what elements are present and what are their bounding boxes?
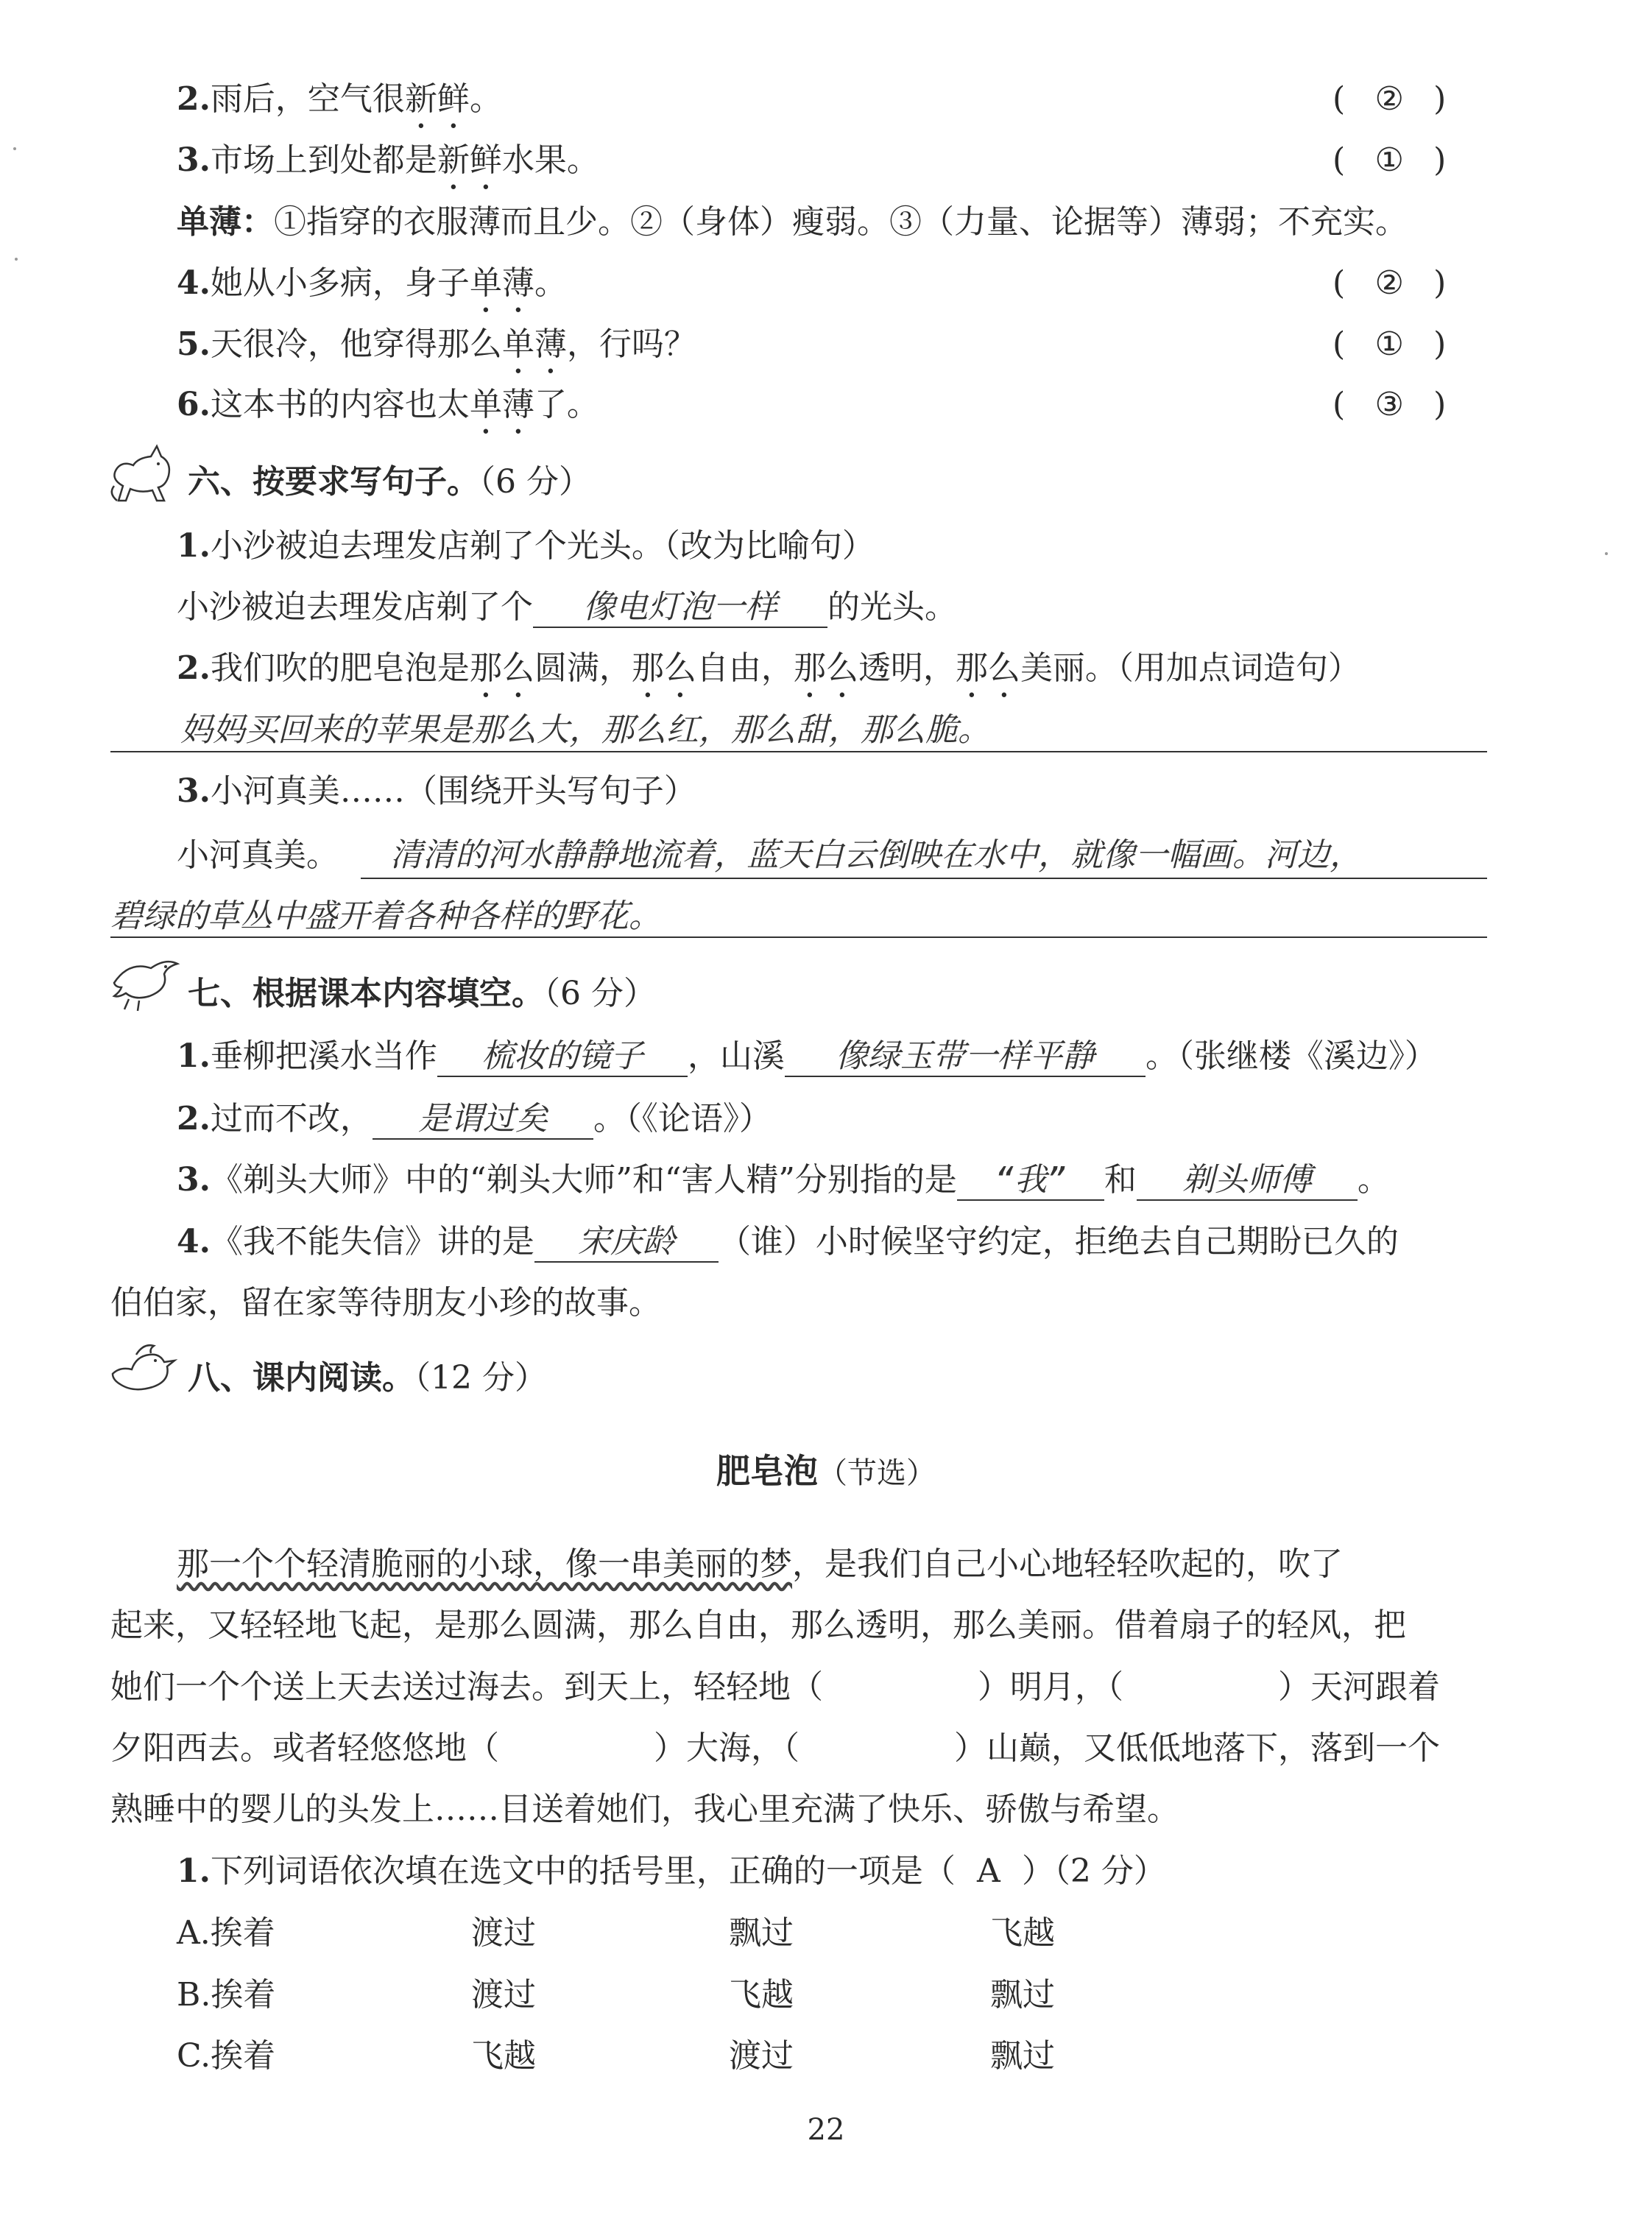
option-cell: 渡过 (471, 1976, 536, 2014)
scan-speck (1605, 552, 1608, 555)
scan-speck (15, 258, 18, 261)
question-text: 。 (469, 80, 502, 118)
passage-text: ）天河跟着 (1278, 1668, 1440, 1706)
option-cell: 飘过 (990, 2037, 1055, 2075)
answer-mark: ① (1374, 141, 1404, 179)
answer-rule (110, 751, 1487, 752)
s6-answer-1 (177, 585, 957, 629)
question-line-4 (177, 261, 567, 320)
passage-line-3 (110, 1665, 1440, 1710)
section-score: （6 分） (544, 975, 656, 1012)
wavy-underlined-text: 那一个个轻清脆丽的小球，像一串美丽的梦 (177, 1545, 792, 1583)
answer-paren-2 (1332, 77, 1446, 121)
section-6-header (188, 460, 591, 504)
passage-text: 她们一个个送上天去送过海去。到天上，轻轻地（ (110, 1668, 823, 1706)
definition-line (177, 200, 1408, 244)
cat-icon (107, 442, 177, 508)
question-text: （谁）小时候坚守约定，拒绝去自己期盼已久的 (718, 1223, 1399, 1260)
section-title: 六、按要求写句子。 (188, 463, 479, 501)
question-line-5 (177, 322, 696, 381)
handwritten-answer: 梳妆的镜子 (437, 1037, 688, 1077)
answer-mark: ③ (1374, 386, 1404, 423)
passage-text: ）明月，（ (978, 1668, 1123, 1706)
question-number: 6. (177, 386, 211, 423)
question-number: 3. (177, 1161, 211, 1199)
question-text: 。 (534, 264, 567, 302)
paren-close: ) (1433, 141, 1447, 179)
s6-question-3 (177, 769, 696, 814)
question-number: 1. (177, 1852, 211, 1890)
question-text: 垂柳把溪水当作 (210, 1037, 437, 1075)
question-number: 2. (177, 80, 211, 118)
dotted-word: 新鲜 (404, 80, 470, 118)
scan-speck (13, 147, 16, 150)
question-number: 5. (177, 325, 211, 363)
s6-question-2 (177, 646, 1360, 705)
question-text: 。（张继楼《溪边》） (1145, 1037, 1437, 1075)
question-text: ，山溪 (687, 1037, 785, 1075)
answer-mark: ② (1374, 264, 1404, 302)
s7-question-2 (177, 1097, 772, 1141)
s7-question-1 (177, 1034, 1437, 1079)
answer-mark: ① (1374, 325, 1404, 363)
question-text: 下列词语依次填在选文中的括号里，正确的一项是（ (210, 1852, 956, 1890)
question-number: 2. (177, 1100, 211, 1137)
s8-question-1 (177, 1849, 1166, 1894)
question-number: 4. (177, 1223, 211, 1260)
passage-text: 夕阳西去。或者轻悠悠地（ (110, 1729, 499, 1767)
question-text: 雨后，空气很 (210, 80, 405, 118)
option-cell: B.挨着 (177, 1976, 276, 2014)
handwritten-answer: 像电灯泡一样 (533, 588, 827, 628)
handwritten-answer: 碧绿的草丛中盛开着各种各样的野花。 (110, 897, 661, 935)
dotted-word: 那么 (469, 649, 534, 687)
question-number: 1. (177, 1037, 211, 1075)
question-line-3 (177, 138, 599, 197)
page-number: 22 (807, 2113, 845, 2147)
option-cell: 渡过 (729, 2037, 794, 2075)
question-text: 小河真美……（围绕开头写句子） (210, 772, 696, 810)
paren-close: ) (1433, 386, 1447, 423)
definition-term: 单薄： (177, 203, 274, 241)
question-text: 我们吹的肥皂泡是 (210, 649, 470, 687)
dotted-word: 单薄 (501, 325, 567, 363)
option-cell: 渡过 (471, 1914, 536, 1952)
answer-rule (110, 936, 1487, 938)
paren-open: ( (1332, 264, 1346, 302)
question-text: 。（《论语》） (593, 1100, 772, 1137)
option-cell: 飞越 (990, 1914, 1055, 1952)
paren-open: ( (1332, 80, 1346, 118)
question-text: 《剃头大师》中的“剃头大师”和“害人精”分别指的是 (210, 1161, 957, 1199)
passage-title-text: 肥皂泡 (716, 1451, 818, 1491)
option-cell: 飞越 (729, 1976, 794, 2014)
dotted-word: 那么 (631, 649, 696, 687)
question-number: 4. (177, 264, 211, 302)
passage-text: ，是我们自己小心地轻轻吹起的，吹了 (792, 1545, 1343, 1583)
section-8-header (188, 1356, 547, 1400)
question-text: 天很冷，他穿得那么 (210, 325, 502, 363)
paren-open: ( (1332, 141, 1346, 179)
question-line-6 (177, 383, 599, 442)
paren-close: ) (1433, 325, 1447, 363)
question-text: ）（2 分） (1021, 1852, 1166, 1890)
question-text: 自由， (696, 649, 794, 687)
paren-open: ( (1332, 386, 1346, 423)
answer-paren-3 (1332, 138, 1446, 183)
definition-text: ①指穿的衣服薄而且少。②（身体）瘦弱。③（力量、论据等）薄弱；不充实。 (274, 203, 1408, 241)
question-text: 过而不改， (210, 1100, 373, 1137)
s7-question-4 (177, 1220, 1399, 1264)
handwritten-answer: 宋庆龄 (534, 1223, 719, 1263)
passage-line-4 (110, 1726, 1440, 1771)
passage-title (0, 1449, 1652, 1495)
section-score: （6 分） (479, 463, 591, 501)
passage-text: ）大海，（ (654, 1729, 799, 1767)
passage-line-1 (177, 1542, 1343, 1587)
question-text: 美丽。（用加点词造句） (1020, 649, 1360, 687)
answer-paren-5 (1332, 322, 1446, 367)
section-title: 七、根据课本内容填空。 (188, 975, 544, 1012)
option-cell: 飞越 (471, 2037, 536, 2075)
handwritten-answer: 清清的河水静静地流着，蓝天白云倒映在水中，就像一幅画。河边， (390, 836, 1362, 874)
dotted-word: 单薄 (469, 386, 534, 423)
dotted-word: 那么 (955, 649, 1020, 687)
answer-suffix: 的光头。 (827, 588, 957, 626)
question-text: 她从小多病，身子 (210, 264, 470, 302)
handwritten-answer: “我” (957, 1161, 1104, 1201)
answer-paren-4 (1332, 261, 1446, 306)
option-cell: A.挨着 (177, 1914, 275, 1952)
bird-icon (107, 953, 180, 1012)
s7-question-3 (177, 1158, 1390, 1202)
question-number: 3. (177, 141, 211, 179)
question-text: 了。 (534, 386, 599, 423)
paren-close: ) (1433, 80, 1447, 118)
question-text: 水果。 (501, 141, 599, 179)
question-number: 3. (177, 772, 211, 810)
question-text: 和 (1104, 1161, 1137, 1199)
paren-close: ) (1433, 264, 1447, 302)
question-text: ，行吗？ (566, 325, 696, 363)
dotted-word: 那么 (793, 649, 858, 687)
question-text: 这本书的内容也太 (210, 386, 470, 423)
handwritten-answer: 妈妈买回来的苹果是那么大，那么红，那么甜，那么脆。 (180, 711, 990, 749)
question-text: 伯伯家，留在家等待朋友小珍的故事。 (110, 1284, 661, 1322)
question-text: 圆满， (534, 649, 632, 687)
section-7-header (188, 972, 656, 1016)
s6-question-1 (177, 524, 875, 568)
question-line-2 (177, 77, 502, 136)
question-text: 小沙被迫去理发店剃了个光头。（改为比喻句） (210, 527, 875, 565)
s6-answer-3-line1 (177, 833, 339, 878)
duck-icon (107, 1340, 180, 1399)
handwritten-answer: 像绿玉带一样平静 (785, 1037, 1146, 1077)
question-text: 透明， (858, 649, 956, 687)
option-cell: 飘过 (990, 1976, 1055, 2014)
answer-prefix: 小河真美。 (177, 836, 339, 874)
passage-line-5: 熟睡中的婴儿的头发上……目送着她们，我心里充满了快乐、骄傲与希望。 (110, 1791, 1179, 1828)
dotted-word: 新鲜 (437, 141, 502, 179)
answer-paren-6 (1332, 383, 1446, 427)
question-text: 。 (1357, 1161, 1390, 1199)
section-score: （12 分） (414, 1359, 547, 1397)
answer-mark: A (977, 1852, 1000, 1890)
answer-rule (361, 878, 1487, 879)
paren-open: ( (1332, 325, 1346, 363)
question-text: 市场上到处都是 (210, 141, 437, 179)
question-text: 《我不能失信》讲的是 (210, 1223, 534, 1260)
option-cell: C.挨着 (177, 2037, 276, 2075)
dotted-word: 单薄 (469, 264, 534, 302)
section-title: 八、课内阅读。 (188, 1359, 414, 1397)
question-number: 1. (177, 527, 211, 565)
option-cell: 飘过 (729, 1914, 794, 1952)
question-number: 2. (177, 649, 211, 687)
passage-subtitle: （节选） (818, 1456, 936, 1490)
handwritten-answer: 是谓过矣 (373, 1100, 593, 1140)
answer-prefix: 小沙被迫去理发店剃了个 (177, 588, 533, 626)
passage-line-2: 起来，又轻轻地飞起，是那么圆满，那么自由，那么透明，那么美丽。借着扇子的轻风，把 (110, 1606, 1406, 1644)
handwritten-answer: 剃头师傅 (1137, 1161, 1358, 1201)
passage-text: ）山巅，又低低地落下，落到一个 (954, 1729, 1440, 1767)
answer-mark: ② (1374, 80, 1404, 118)
